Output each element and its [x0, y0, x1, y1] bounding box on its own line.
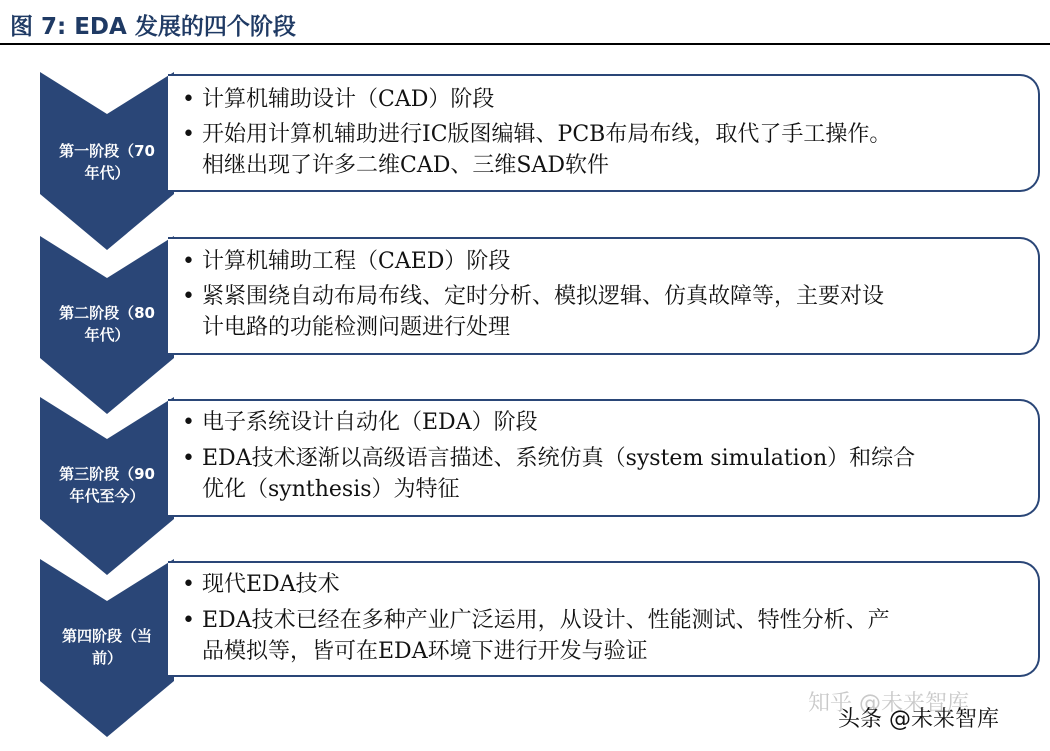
stage-1-label-line1: 第一阶段（70 — [59, 142, 155, 160]
stage-3-label-line1: 第三阶段（90 — [59, 465, 155, 483]
stage-2-bullet-1 — [182, 246, 1024, 277]
stage-2-bullet-2-cont — [182, 312, 1024, 343]
stage-3-bullet-1-text: 电子系统设计自动化（EDA）阶段 — [202, 410, 538, 435]
stage-3-bullet-2 — [182, 443, 1024, 474]
stage-3-bullet-1 — [182, 407, 1024, 438]
stage-4-bullet-1-text: 现代EDA技术 — [202, 572, 340, 597]
stage-3-bullet-2-text-cont: 优化（synthesis）为特征 — [202, 477, 460, 502]
stage-4-label-line1: 第四阶段（当 — [61, 627, 152, 645]
stage-4-label-line2: 前） — [91, 649, 122, 667]
watermark-zhihu: 知乎 @未来智库 — [808, 691, 969, 716]
stage-1-label-line2: 年代） — [84, 164, 130, 182]
stage-3-bullet-2-text: EDA技术逐渐以高级语言描述、系统仿真（system simulation）和综合 — [202, 446, 916, 471]
stage-1-bullet-2 — [182, 119, 1024, 150]
stage-2-bullet-2-text: 紧紧围绕自动布局布线、定时分析、模拟逻辑、仿真故障等，主要对设 — [202, 284, 885, 309]
stage-3-label — [40, 463, 174, 507]
stage-1 — [0, 72, 1050, 250]
stage-4-bullet-2-text: EDA技术已经在多种产业广泛运用，从设计、性能测试、特性分析、产 — [202, 608, 890, 633]
bullet-dot: • — [182, 608, 195, 633]
stage-2-bullet-2-text-cont: 计电路的功能检测问题进行处理 — [202, 315, 511, 340]
stage-2-card — [168, 237, 1040, 355]
stage-1-card — [168, 74, 1040, 192]
stage-3-card — [168, 399, 1040, 517]
bullet-dot: • — [182, 122, 195, 147]
stage-3 — [0, 397, 1050, 575]
bullet-dot: • — [182, 446, 195, 471]
stage-3-bullet-2-cont — [182, 474, 1024, 505]
stage-1-bullet-1 — [182, 84, 1024, 115]
stage-2 — [0, 236, 1050, 414]
stage-4-card — [168, 561, 1040, 677]
stage-2-bullet-1-text: 计算机辅助工程（CAED）阶段 — [202, 249, 511, 274]
stage-4-label — [40, 625, 174, 669]
stage-4-bullet-2 — [182, 605, 1024, 636]
stage-2-label-line2: 年代） — [84, 326, 130, 344]
stage-4-bullet-1 — [182, 569, 1024, 600]
stage-2-label-line1: 第二阶段（80 — [59, 304, 155, 322]
bullet-dot: • — [182, 249, 195, 274]
bullet-dot: • — [182, 87, 195, 112]
bullet-dot: • — [182, 410, 195, 435]
stage-1-bullet-1-text: 计算机辅助设计（CAD）阶段 — [202, 87, 495, 112]
figure-title: 图 7: EDA 发展的四个阶段 — [10, 14, 296, 40]
title-divider — [0, 43, 1050, 45]
stage-4-bullet-2-text-cont: 品模拟等，皆可在EDA环境下进行开发与验证 — [202, 639, 648, 664]
bullet-dot: • — [182, 284, 195, 309]
stage-1-bullet-2-text-cont: 相继出现了许多二维CAD、三维SAD软件 — [202, 153, 609, 178]
bullet-dot: • — [182, 572, 195, 597]
stage-2-label — [40, 302, 174, 346]
stage-3-label-line2: 年代至今） — [69, 487, 145, 505]
stage-1-bullet-2-text: 开始用计算机辅助进行IC版图编辑、PCB布局布线，取代了手工操作。 — [202, 122, 892, 147]
stage-1-label — [40, 140, 174, 184]
watermark-toutiao: 头条 @未来智库 — [838, 707, 999, 732]
stage-4-bullet-2-cont — [182, 636, 1024, 667]
stage-2-bullet-2 — [182, 281, 1024, 312]
stage-1-bullet-2-cont — [182, 150, 1024, 181]
